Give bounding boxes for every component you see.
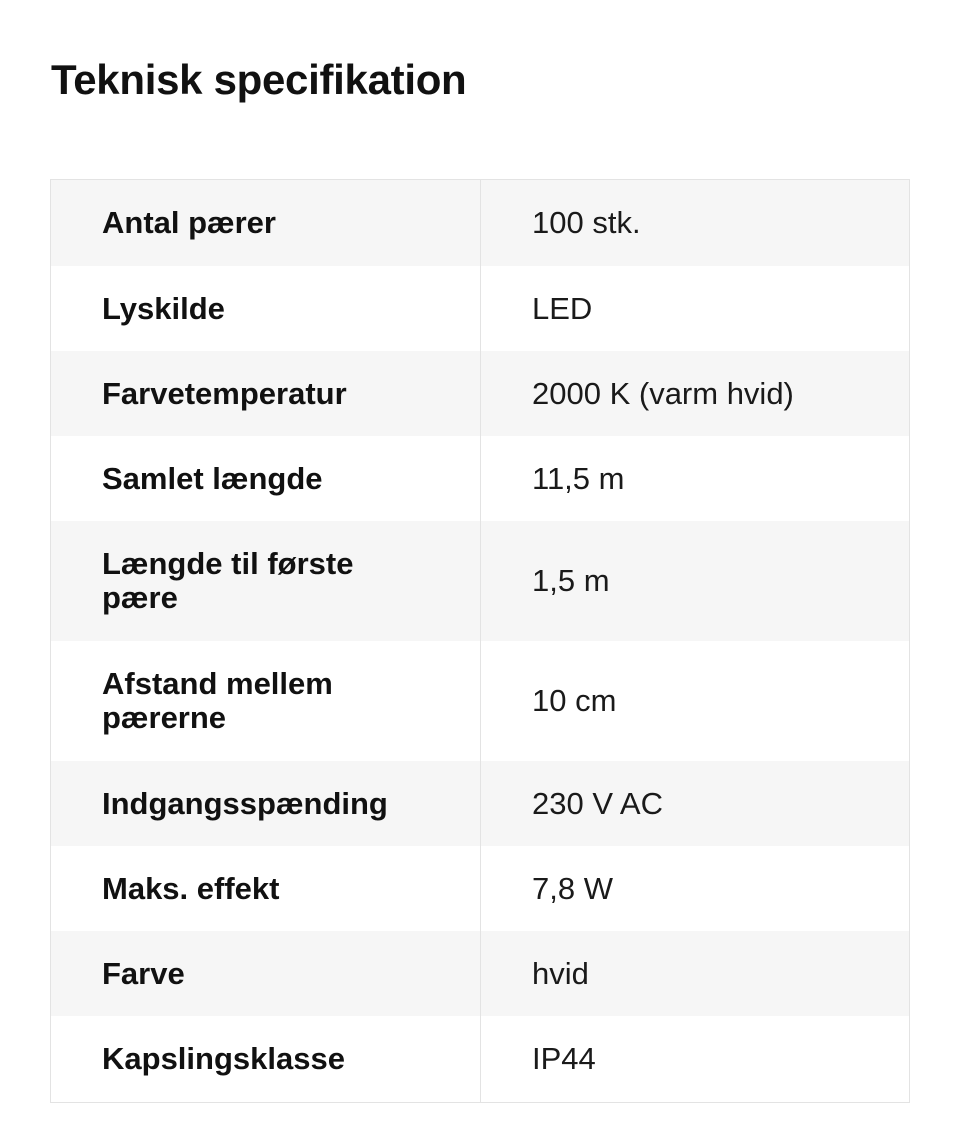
spec-label: Kapslingsklasse <box>51 1016 481 1102</box>
spec-label: Farve <box>51 931 481 1016</box>
spec-label: Farvetemperatur <box>51 351 481 436</box>
spec-value: 7,8 W <box>532 870 613 906</box>
table-row <box>51 846 909 931</box>
spec-label: Længde til første pære <box>51 521 481 641</box>
spec-value: 1,5 m <box>532 563 610 598</box>
spec-label: Afstand mellem pærerne <box>51 641 481 761</box>
spec-value: hvid <box>532 955 589 991</box>
table-row <box>51 931 909 1016</box>
table-row <box>51 351 909 436</box>
spec-value: 230 V AC <box>532 785 663 821</box>
table-row <box>51 761 909 846</box>
spec-label: Indgangsspænding <box>51 761 481 846</box>
spec-value: IP44 <box>532 1041 596 1076</box>
table-row <box>51 436 909 521</box>
table-row <box>51 1016 909 1102</box>
table-row <box>51 266 909 351</box>
spec-label: Samlet længde <box>51 436 481 521</box>
table-row <box>51 521 909 641</box>
spec-value: 2000 K (varm hvid) <box>532 375 794 411</box>
spec-label: Antal pærer <box>51 180 481 266</box>
spec-table <box>50 179 910 1103</box>
spec-label: Lyskilde <box>51 266 481 351</box>
page-title: Teknisk specifikation <box>51 56 467 103</box>
spec-value: 10 cm <box>532 683 617 718</box>
spec-value: LED <box>532 290 593 326</box>
table-row <box>51 180 909 266</box>
table-row <box>51 641 909 761</box>
spec-value: 11,5 m <box>532 460 625 496</box>
spec-value: 100 stk. <box>532 205 641 240</box>
spec-label: Maks. effekt <box>51 846 481 931</box>
